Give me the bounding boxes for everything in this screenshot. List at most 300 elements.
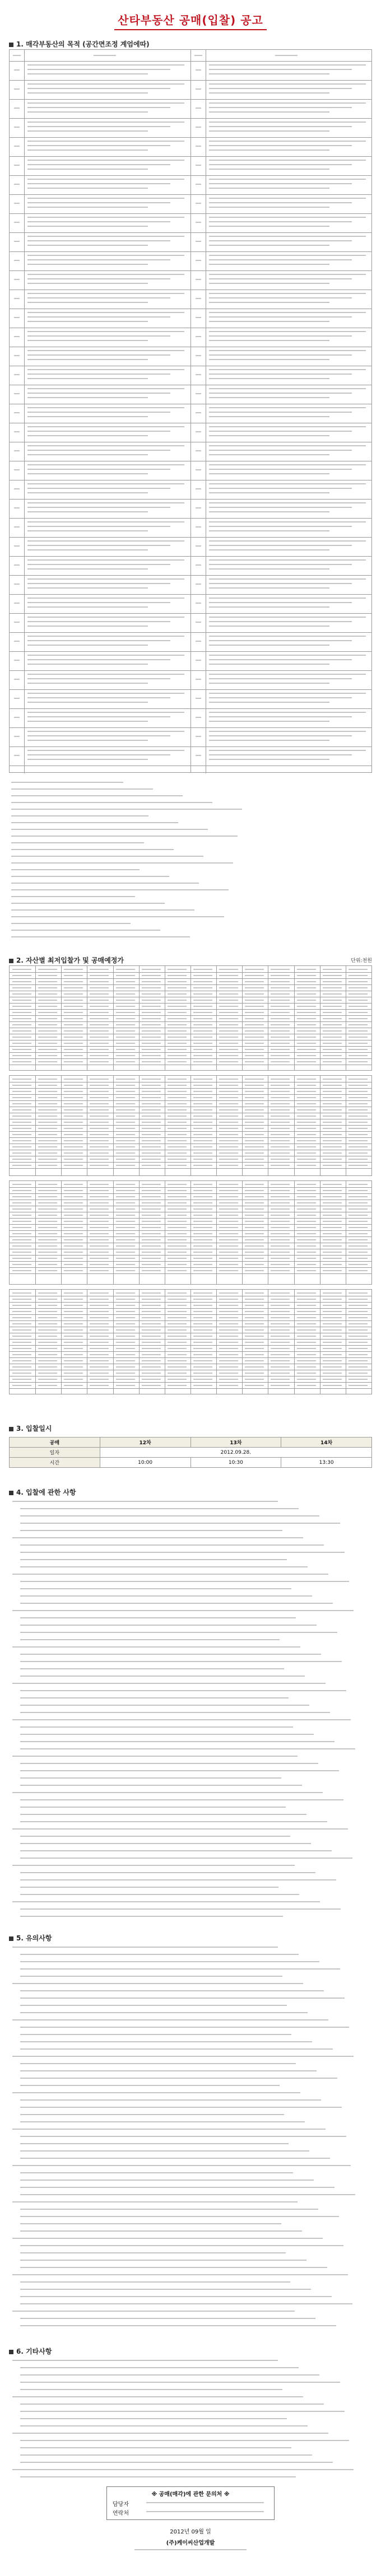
cell-placeholder <box>349 1366 368 1368</box>
cell-placeholder <box>349 1012 368 1013</box>
column-divider <box>294 1076 295 1175</box>
text-line-placeholder <box>20 1908 341 1910</box>
cell-placeholder <box>12 1030 31 1032</box>
cell-placeholder <box>297 1227 316 1228</box>
row-divider <box>191 556 372 557</box>
row-divider <box>191 251 372 252</box>
cell-placeholder <box>64 1140 83 1141</box>
cell-placeholder <box>142 1360 161 1361</box>
cell-placeholder <box>245 1264 264 1265</box>
row-number-placeholder <box>14 241 20 242</box>
text-line-placeholder <box>12 2165 351 2166</box>
cell-placeholder <box>168 1245 187 1247</box>
text-line-placeholder <box>20 1799 343 1800</box>
cell-placeholder <box>245 1085 264 1086</box>
cell-placeholder <box>323 1385 342 1386</box>
cell-placeholder <box>12 1146 31 1147</box>
row-text-placeholder <box>27 198 184 199</box>
section-6-title: 6. 기타사항 <box>16 2348 52 2355</box>
cell-placeholder <box>271 1165 290 1166</box>
cell-placeholder <box>90 1292 109 1294</box>
column-divider <box>61 1181 62 1284</box>
cell-placeholder <box>38 1012 57 1013</box>
cell-placeholder <box>245 1317 264 1318</box>
cell-placeholder <box>193 987 212 988</box>
cell-placeholder <box>245 1122 264 1123</box>
cell-placeholder <box>38 1239 57 1240</box>
cell-placeholder <box>219 1109 238 1110</box>
cell-placeholder <box>245 1329 264 1331</box>
row-number-placeholder <box>14 507 20 508</box>
cell-placeholder <box>349 1055 368 1056</box>
cell-placeholder <box>193 1258 212 1259</box>
row-text-placeholder <box>27 312 184 313</box>
cell-placeholder <box>349 1379 368 1380</box>
cell-placeholder <box>323 1030 342 1032</box>
cell-placeholder <box>271 1085 290 1086</box>
cell-placeholder <box>193 1299 212 1300</box>
note-line-placeholder <box>11 842 144 843</box>
cell-placeholder <box>90 1091 109 1092</box>
row-text-placeholder <box>209 169 329 170</box>
row-text-placeholder <box>27 92 148 94</box>
cell-placeholder <box>38 1184 57 1185</box>
text-line-placeholder <box>20 2289 311 2290</box>
row-number-placeholder <box>14 127 20 128</box>
cell-placeholder <box>193 1348 212 1349</box>
row-text-placeholder <box>209 416 329 417</box>
cell-placeholder <box>219 1049 238 1050</box>
cell-placeholder <box>116 1018 135 1019</box>
cell-placeholder <box>271 987 290 988</box>
column-divider <box>190 50 191 772</box>
cell-placeholder <box>64 1258 83 1259</box>
cell-placeholder <box>219 1354 238 1355</box>
cell-placeholder <box>142 1122 161 1123</box>
row-text-placeholder <box>209 283 329 284</box>
text-line-placeholder <box>20 1661 342 1662</box>
cell-placeholder <box>64 1336 83 1337</box>
cell-placeholder <box>323 1299 342 1300</box>
column-divider <box>242 966 243 1070</box>
text-line-placeholder <box>12 1947 278 1948</box>
cell-placeholder <box>271 1299 290 1300</box>
cell-placeholder <box>323 1006 342 1007</box>
column-divider <box>113 1076 114 1175</box>
row-text-placeholder <box>27 378 148 379</box>
cell-placeholder <box>64 1292 83 1294</box>
cell-placeholder <box>142 1215 161 1216</box>
cell-placeholder <box>64 1215 83 1216</box>
text-line-placeholder <box>20 1998 345 1999</box>
cell-placeholder <box>193 993 212 995</box>
row-divider <box>191 499 372 500</box>
text-line-placeholder <box>20 1632 337 1633</box>
cell-placeholder <box>64 1159 83 1160</box>
cell-placeholder <box>245 1146 264 1147</box>
cell-placeholder <box>12 1012 31 1013</box>
cell-placeholder <box>168 1103 187 1104</box>
cell-placeholder <box>219 1373 238 1374</box>
section-2-heading <box>9 955 124 965</box>
text-line-placeholder <box>20 2303 352 2304</box>
cell-placeholder <box>12 1190 31 1191</box>
cell-placeholder <box>90 1208 109 1210</box>
cell-placeholder <box>64 1323 83 1324</box>
section-1-heading <box>9 39 150 49</box>
text-line-placeholder <box>20 1850 332 1851</box>
cell-placeholder <box>245 1140 264 1141</box>
cell-placeholder <box>168 1012 187 1013</box>
row-text-placeholder <box>27 683 148 684</box>
row-text-placeholder <box>209 621 352 622</box>
row-divider <box>10 194 190 195</box>
schedule-header-label: 공매 <box>10 1438 100 1448</box>
cell-placeholder <box>271 1258 290 1259</box>
cell-placeholder <box>323 1037 342 1038</box>
cell-placeholder <box>297 1091 316 1092</box>
cell-placeholder <box>12 1018 31 1019</box>
cell-placeholder <box>219 1024 238 1025</box>
cell-placeholder <box>142 1305 161 1306</box>
cell-placeholder <box>297 1317 316 1318</box>
cell-placeholder <box>297 1055 316 1056</box>
cell-placeholder <box>116 1348 135 1349</box>
cell-placeholder <box>219 1196 238 1197</box>
row-text-placeholder <box>209 602 352 603</box>
note-line-placeholder <box>11 782 123 783</box>
row-text-placeholder <box>209 731 366 732</box>
text-line-placeholder <box>20 2034 291 2035</box>
cell-placeholder <box>193 1103 212 1104</box>
cell-placeholder <box>323 1202 342 1203</box>
cell-placeholder <box>142 1103 161 1104</box>
cell-placeholder <box>349 1037 368 1038</box>
cell-placeholder <box>90 1215 109 1216</box>
cell-placeholder <box>193 1061 212 1062</box>
column-divider <box>216 1290 217 1394</box>
row-text-placeholder <box>209 412 352 413</box>
text-line-placeholder <box>12 1501 278 1502</box>
cell-placeholder <box>116 1012 135 1013</box>
text-line-placeholder <box>20 2048 333 2050</box>
cell-placeholder <box>38 1061 57 1062</box>
cell-placeholder <box>168 1128 187 1129</box>
column-divider <box>190 1290 191 1394</box>
row-text-placeholder <box>27 397 148 398</box>
row-text-placeholder <box>27 431 170 432</box>
cell-placeholder <box>271 1292 290 1294</box>
cell-placeholder <box>245 1030 264 1032</box>
text-line-placeholder <box>12 2311 295 2312</box>
cell-placeholder <box>38 1018 57 1019</box>
cell-placeholder <box>116 1055 135 1056</box>
cell-placeholder <box>64 1128 83 1129</box>
row-text-placeholder <box>27 150 148 151</box>
row-number-placeholder <box>196 298 201 299</box>
text-line-placeholder <box>20 2411 345 2412</box>
row-text-placeholder <box>209 302 329 303</box>
cell-placeholder <box>168 1055 187 1056</box>
cell-placeholder <box>245 1012 264 1013</box>
cell-placeholder <box>349 1152 368 1154</box>
property-notes <box>9 780 372 948</box>
cell-placeholder <box>142 1079 161 1080</box>
cell-placeholder <box>90 1329 109 1331</box>
cell-placeholder <box>349 1311 368 1312</box>
cell-placeholder <box>349 1140 368 1141</box>
text-line-placeholder <box>20 2260 306 2261</box>
cell-placeholder <box>349 1159 368 1160</box>
row-divider <box>191 118 372 119</box>
cell-placeholder <box>271 1379 290 1380</box>
row-divider <box>191 61 372 62</box>
row-text-placeholder <box>27 255 184 256</box>
row-divider <box>191 175 372 176</box>
cell-placeholder <box>271 1208 290 1210</box>
text-line-placeholder <box>20 2318 315 2319</box>
cell-placeholder <box>193 1091 212 1092</box>
row-number-placeholder <box>196 108 201 109</box>
text-line-placeholder <box>20 1858 352 1859</box>
cell-placeholder <box>245 1024 264 1025</box>
row-text-placeholder <box>209 492 329 493</box>
row-text-placeholder <box>27 183 170 184</box>
row-divider <box>10 213 190 214</box>
cell-placeholder <box>116 1239 135 1240</box>
cell-placeholder <box>297 1128 316 1129</box>
cell-placeholder <box>90 1336 109 1337</box>
row-number-placeholder <box>196 336 201 337</box>
row-text-placeholder <box>27 636 184 637</box>
row-text-placeholder <box>27 445 184 446</box>
cell-placeholder <box>219 1348 238 1349</box>
cell-placeholder <box>64 1299 83 1300</box>
note-line-placeholder <box>11 930 160 931</box>
cell-placeholder <box>193 975 212 976</box>
cell-placeholder <box>219 1116 238 1117</box>
row-number-placeholder <box>196 755 201 756</box>
cell-placeholder <box>297 1165 316 1166</box>
cell-placeholder <box>297 1245 316 1247</box>
text-line-placeholder <box>20 1741 334 1742</box>
cell-placeholder <box>116 1091 135 1092</box>
row-text-placeholder <box>209 69 352 70</box>
cell-placeholder <box>64 987 83 988</box>
price-table-3 <box>9 1180 372 1285</box>
schedule-header-12: 12차 <box>100 1438 190 1448</box>
cell-placeholder <box>323 1146 342 1147</box>
row-divider <box>10 746 190 747</box>
row-text-placeholder <box>209 236 366 237</box>
cell-placeholder <box>349 1018 368 1019</box>
cell-placeholder <box>12 1128 31 1129</box>
cell-placeholder <box>38 1202 57 1203</box>
row-text-placeholder <box>27 335 170 337</box>
text-line-placeholder <box>12 1537 303 1538</box>
cell-placeholder <box>90 1202 109 1203</box>
row-text-placeholder <box>27 678 170 679</box>
row-number-placeholder <box>14 88 20 90</box>
cell-placeholder <box>323 1239 342 1240</box>
cell-placeholder <box>349 1134 368 1135</box>
cell-placeholder <box>219 1159 238 1160</box>
cell-placeholder <box>38 1360 57 1361</box>
cell-placeholder <box>116 1329 135 1331</box>
cell-placeholder <box>349 993 368 995</box>
cell-placeholder <box>90 1006 109 1007</box>
row-divider <box>191 270 372 271</box>
cell-placeholder <box>193 1184 212 1185</box>
cell-placeholder <box>193 1379 212 1380</box>
row-text-placeholder <box>209 150 329 151</box>
cell-placeholder <box>297 975 316 976</box>
cell-placeholder <box>349 1270 368 1271</box>
cell-placeholder <box>116 1292 135 1294</box>
cell-placeholder <box>219 1329 238 1331</box>
cell-placeholder <box>142 1385 161 1386</box>
cell-placeholder <box>297 1049 316 1050</box>
cell-placeholder <box>168 1146 187 1147</box>
row-divider <box>10 232 190 233</box>
cell-placeholder <box>38 1264 57 1265</box>
cell-placeholder <box>116 1227 135 1228</box>
cell-placeholder <box>271 969 290 970</box>
cell-placeholder <box>323 1348 342 1349</box>
row-number-placeholder <box>196 88 201 90</box>
text-line-placeholder <box>20 2216 339 2217</box>
row-text-placeholder <box>27 141 184 142</box>
text-line-placeholder <box>20 1523 340 1524</box>
text-line-placeholder <box>20 1552 345 1553</box>
text-line-placeholder <box>20 1544 324 1546</box>
cell-placeholder <box>142 1354 161 1355</box>
text-line-placeholder <box>20 1639 280 1640</box>
cell-placeholder <box>219 1043 238 1044</box>
schedule-time-label: 시간 <box>10 1458 100 1468</box>
row-text-placeholder <box>27 407 184 408</box>
cell-placeholder <box>193 1122 212 1123</box>
cell-placeholder <box>90 1049 109 1050</box>
cell-placeholder <box>323 1018 342 1019</box>
row-divider <box>191 746 372 747</box>
cell-placeholder <box>12 1323 31 1324</box>
cell-placeholder <box>116 1006 135 1007</box>
row-text-placeholder <box>209 712 366 713</box>
cell-placeholder <box>245 1221 264 1222</box>
cell-placeholder <box>219 1190 238 1191</box>
cell-placeholder <box>245 1311 264 1312</box>
cell-placeholder <box>193 1159 212 1160</box>
cell-placeholder <box>90 1379 109 1380</box>
cell-placeholder <box>142 1134 161 1135</box>
cell-placeholder <box>142 1323 161 1324</box>
row-text-placeholder <box>27 126 170 127</box>
cell-placeholder <box>219 1061 238 1062</box>
cell-placeholder <box>90 1258 109 1259</box>
cell-placeholder <box>90 1152 109 1154</box>
row-text-placeholder <box>209 617 366 618</box>
cell-placeholder <box>245 1165 264 1166</box>
text-line-placeholder <box>20 2063 296 2064</box>
cell-placeholder <box>245 1152 264 1154</box>
row-number-placeholder <box>196 165 201 166</box>
row-number-placeholder <box>196 660 201 661</box>
text-line-placeholder <box>12 2274 348 2275</box>
row-number-placeholder <box>196 488 201 489</box>
cell-placeholder <box>297 1184 316 1185</box>
cell-placeholder <box>193 1385 212 1386</box>
row-text-placeholder <box>209 488 352 489</box>
cell-placeholder <box>90 1030 109 1032</box>
text-line-placeholder <box>20 2187 334 2188</box>
row-text-placeholder <box>27 606 148 608</box>
column-divider <box>190 1181 191 1284</box>
cell-placeholder <box>271 1159 290 1160</box>
cell-placeholder <box>245 1348 264 1349</box>
row-divider <box>10 118 190 119</box>
cell-placeholder <box>142 1258 161 1259</box>
text-line-placeholder <box>20 2230 302 2232</box>
row-text-placeholder <box>209 445 366 446</box>
cell-placeholder <box>297 1116 316 1117</box>
cell-placeholder <box>38 1215 57 1216</box>
note-line-placeholder <box>11 923 131 924</box>
text-line-placeholder <box>20 1515 319 1516</box>
cell-placeholder <box>349 1317 368 1318</box>
cell-placeholder <box>349 981 368 982</box>
row-text-placeholder <box>209 369 366 370</box>
cell-placeholder <box>271 1270 290 1271</box>
row-text-placeholder <box>209 378 329 379</box>
cell-placeholder <box>297 1373 316 1374</box>
cell-placeholder <box>297 993 316 995</box>
cell-placeholder <box>297 1122 316 1123</box>
cell-placeholder <box>12 1061 31 1062</box>
cell-placeholder <box>297 1190 316 1191</box>
cell-placeholder <box>297 1252 316 1253</box>
row-text-placeholder <box>27 321 148 322</box>
cell-placeholder <box>323 1196 342 1197</box>
cell-placeholder <box>349 1252 368 1253</box>
text-line-placeholder <box>20 1530 282 1531</box>
cell-placeholder <box>297 1097 316 1098</box>
cell-placeholder <box>90 1323 109 1324</box>
cell-placeholder <box>323 1134 342 1135</box>
schedule-date: 2012.09.28. <box>100 1448 371 1458</box>
cell-placeholder <box>142 1018 161 1019</box>
row-text-placeholder <box>209 678 352 679</box>
text-line-placeholder <box>12 1756 298 1757</box>
cell-placeholder <box>245 1354 264 1355</box>
header-placeholder <box>275 55 298 56</box>
row-number-placeholder <box>14 698 20 699</box>
cell-placeholder <box>219 1103 238 1104</box>
cell-placeholder <box>116 1122 135 1123</box>
cell-placeholder <box>116 969 135 970</box>
cell-placeholder <box>90 1360 109 1361</box>
cell-placeholder <box>116 1146 135 1147</box>
cell-placeholder <box>219 1128 238 1129</box>
cell-placeholder <box>297 1018 316 1019</box>
cell-placeholder <box>38 981 57 982</box>
text-line-placeholder <box>20 1916 283 1917</box>
cell-placeholder <box>116 1202 135 1203</box>
cell-placeholder <box>142 1342 161 1343</box>
row-text-placeholder <box>27 145 170 146</box>
bullet-square-icon <box>9 1427 13 1431</box>
text-line-placeholder <box>12 2129 326 2130</box>
